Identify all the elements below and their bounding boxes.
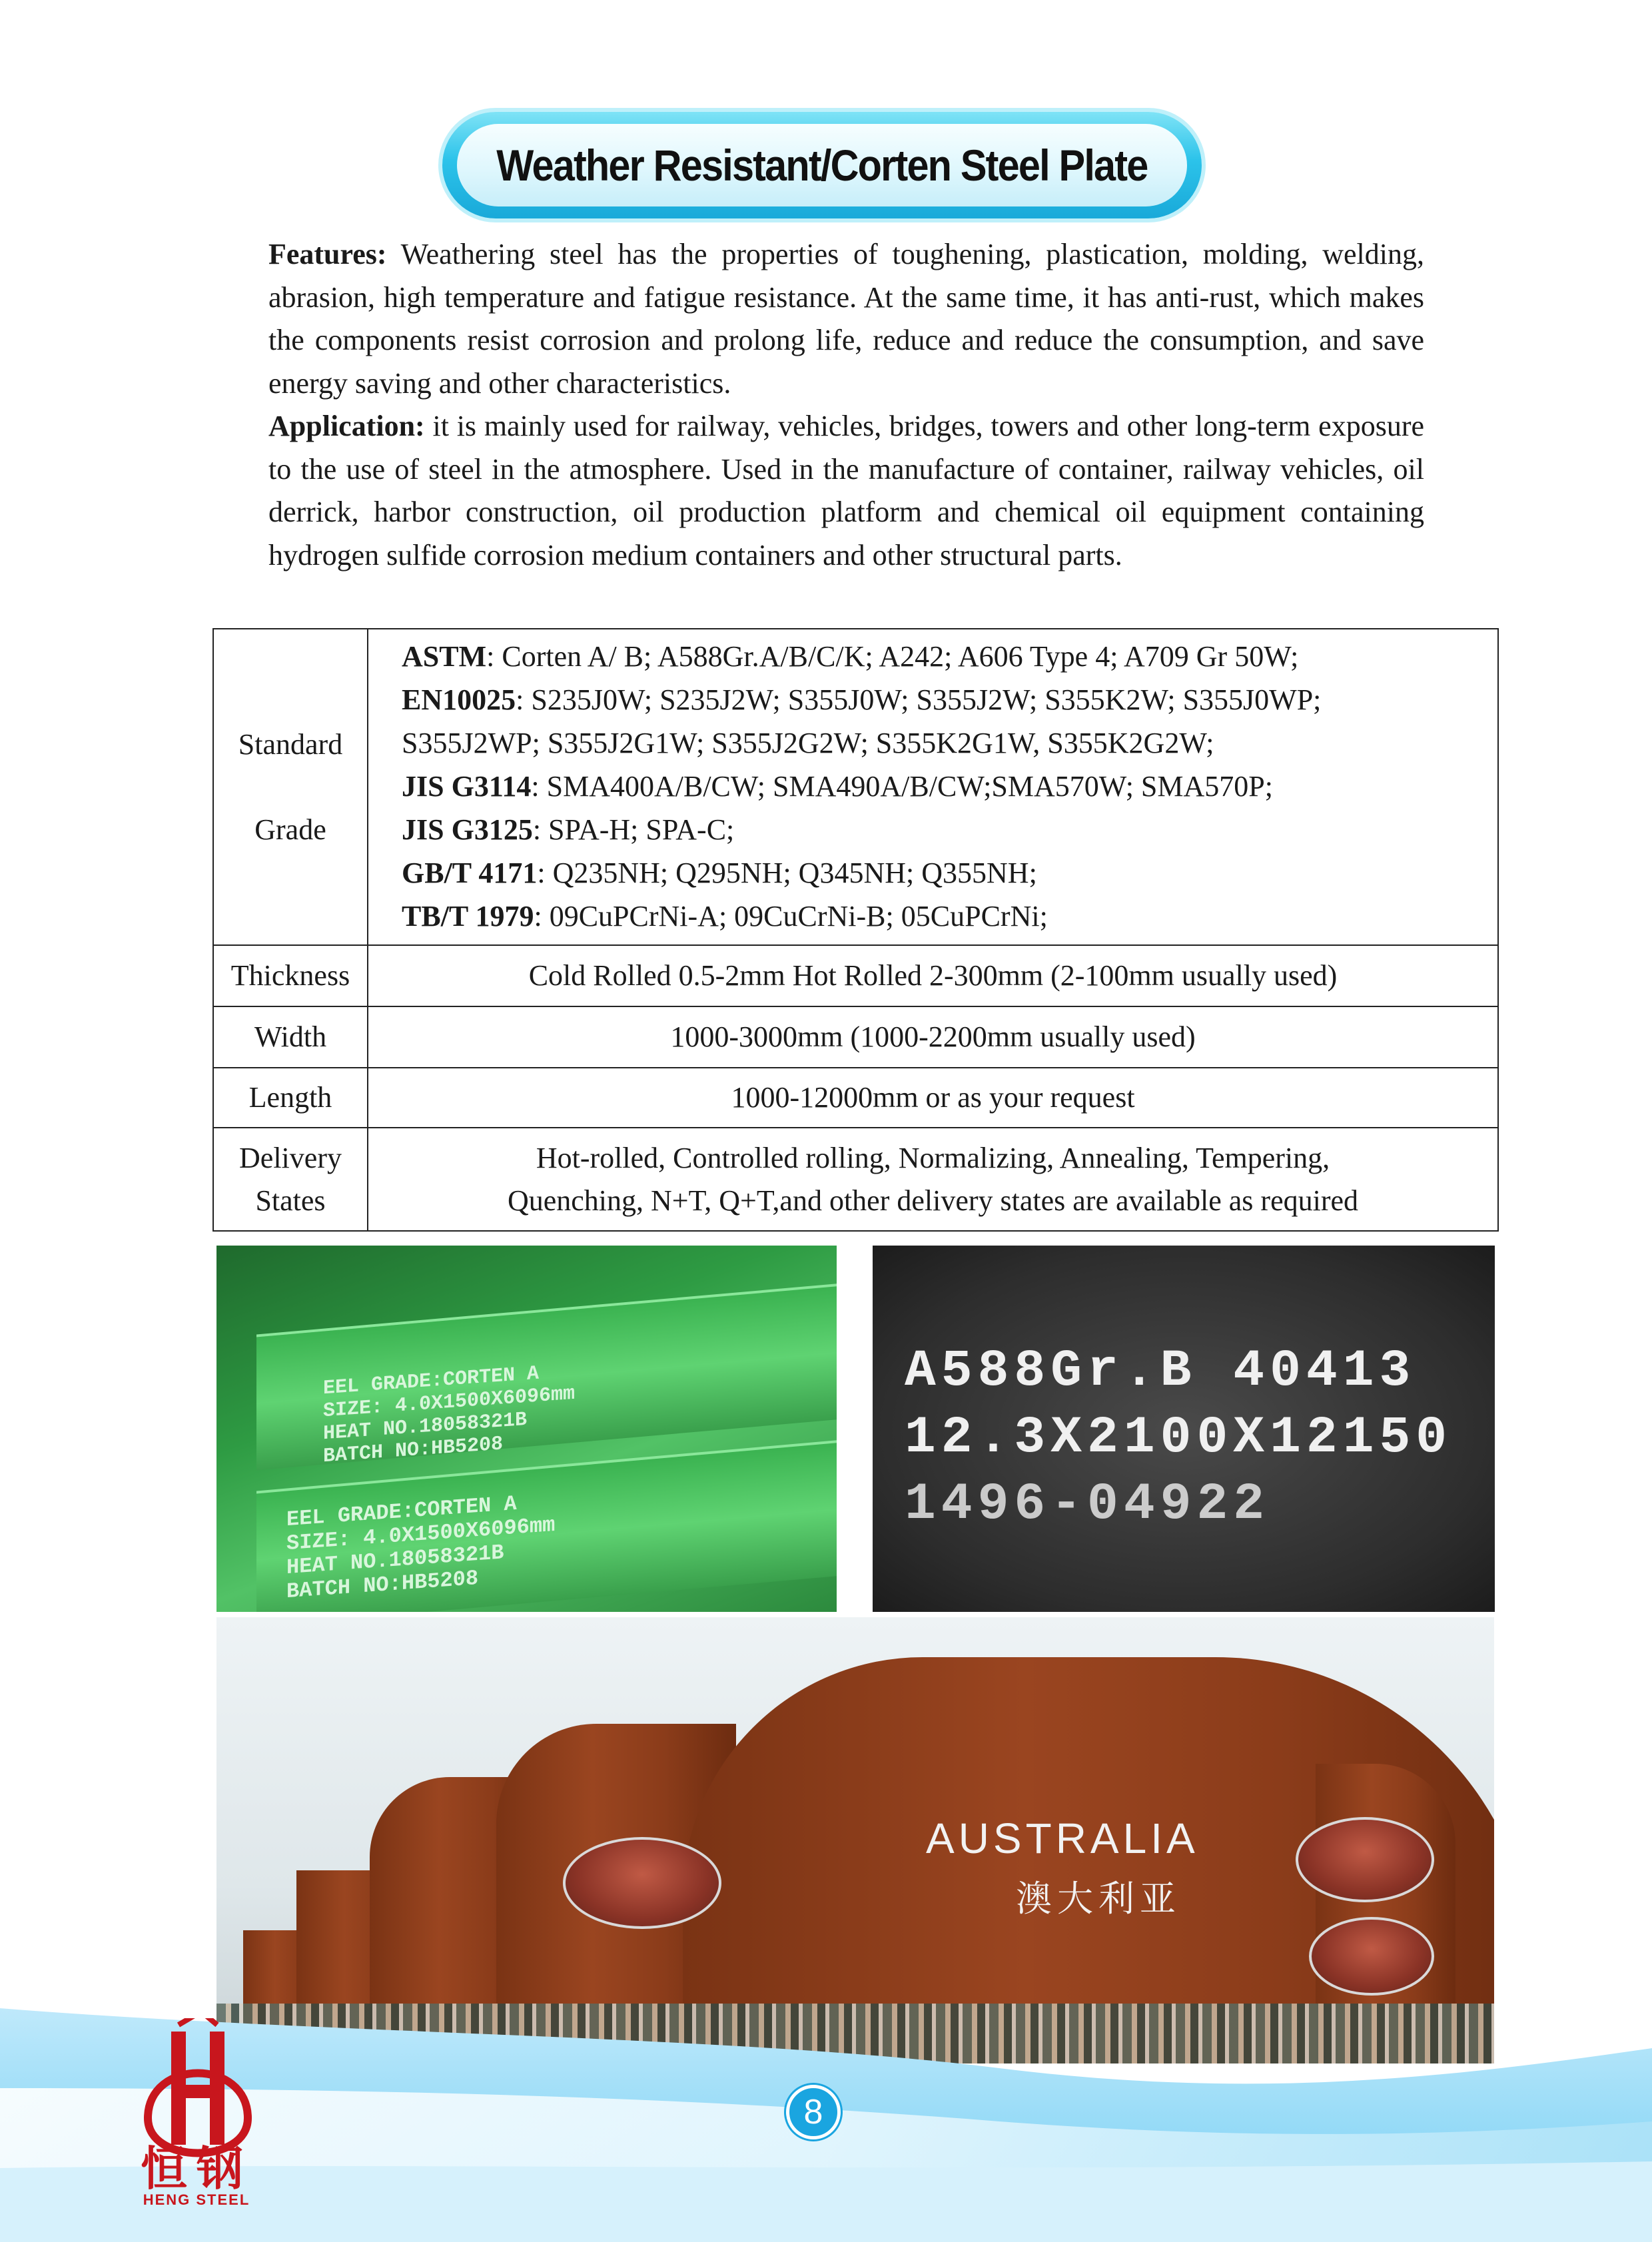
standard-line: [402, 808, 1497, 851]
standard-value: : SPA-H; SPA-C;: [532, 813, 735, 846]
spec-table: [212, 628, 1499, 1232]
page-number: 8: [786, 2085, 841, 2139]
thickness-value: Cold Rolled 0.5-2mm Hot Rolled 2-300mm (2-100mm usually used): [368, 945, 1498, 1006]
features-label: Features:: [268, 238, 387, 270]
standard-name: GB/T 4171: [402, 857, 538, 889]
standards-cell: [368, 629, 1498, 945]
table-row-width: [213, 1006, 1498, 1068]
standard-name: TB/T 1979: [402, 900, 534, 933]
standard-line: [402, 851, 1497, 895]
standard-line: [402, 721, 1497, 765]
standard-grade-cell: [213, 629, 368, 945]
length-label: Length: [213, 1068, 368, 1128]
pavilion-sign-cn: 澳大利亚: [1016, 1878, 1181, 1920]
green-plates-photo: [216, 1246, 837, 1612]
delivery-label-line: Delivery: [239, 1141, 342, 1174]
delivery-label: [213, 1128, 368, 1231]
length-value: 1000-12000mm or as your request: [368, 1068, 1498, 1128]
marking-photo: [873, 1246, 1495, 1612]
table-row-standard: [213, 629, 1498, 945]
marking-line: A588Gr.B 40413: [905, 1342, 1416, 1401]
width-value: 1000-3000mm (1000-2200mm usually used): [368, 1006, 1498, 1068]
logo-text-en: HENG STEEL: [143, 2191, 250, 2208]
standard-line: [402, 678, 1497, 721]
standard-value: : Corten A/ B; A588Gr.A/B/C/K; A242; A606 Type 4; A709 Gr 50W;: [486, 640, 1299, 673]
title-banner-inner: [457, 124, 1187, 206]
standard-name: EN10025: [402, 683, 516, 716]
standard-value: : Q235NH; Q295NH; Q345NH; Q355NH;: [537, 857, 1037, 889]
width-label: Width: [213, 1006, 368, 1068]
application-label: Application:: [268, 410, 425, 442]
pavilion-pod: [563, 1837, 721, 1929]
plate-stamp-text: EEL GRADE:CORTEN A SIZE: 4.0X1500X6096mm HEAT NO.18058321B BATCH NO:HB5208: [323, 1362, 576, 1469]
page-title: Weather Resistant/Corten Steel Plate: [496, 141, 1148, 190]
delivery-value-line: Quenching, N+T, Q+T,and other delivery states are available as required: [507, 1184, 1359, 1217]
standard-value: : S235J0W; S235J2W; S355J0W; S355J2W; S355K2W; S355J0WP;: [516, 683, 1322, 716]
features-paragraph: [268, 233, 1424, 405]
grade-label: Grade: [254, 813, 326, 846]
table-row-delivery: [213, 1128, 1498, 1231]
standard-name: JIS G3114: [402, 770, 532, 803]
table-row-length: [213, 1068, 1498, 1128]
features-text: Weathering steel has the properties of toughening, plastication, molding, welding, abrasion, high temperature and fatigue resistance. At the same time, it has anti-rust, which makes the components resist corrosion and prolong life, reduce and reduce the consumption, and save energy saving and other characteristics.: [268, 238, 1424, 400]
standard-line: [402, 895, 1497, 938]
thickness-label: Thickness: [213, 945, 368, 1006]
table-row-thickness: [213, 945, 1498, 1006]
plate-stamp-text: EEL GRADE:CORTEN A SIZE: 4.0X1500X6096mm HEAT NO.18058321B BATCH NO:HB5208: [286, 1491, 556, 1605]
standard-line: [402, 765, 1497, 808]
delivery-value-line: Hot-rolled, Controlled rolling, Normalizing, Annealing, Tempering,: [536, 1141, 1330, 1174]
marking-line: 1496-04922: [905, 1475, 1270, 1534]
standard-value: : SMA400A/B/CW; SMA490A/B/CW;SMA570W; SMA570P;: [531, 770, 1273, 803]
logo-text-cn: 恒钢: [141, 2141, 252, 2196]
application-text: it is mainly used for railway, vehicles, bridges, towers and other long-term exposure to the use of steel in the atmosphere. Used in the manufacture of container, railway vehicles, oil derrick, harbor construction, oil production platform and chemical oil equipment containing hydrogen sulfide corrosion medium containers and other structural parts.: [268, 410, 1425, 571]
pavilion-sign-en: AUSTRALIA: [926, 1814, 1199, 1862]
delivery-value: [368, 1128, 1498, 1231]
title-banner: [442, 112, 1202, 218]
pavilion-pod: [1309, 1917, 1434, 1996]
application-paragraph: [268, 405, 1424, 577]
pavilion-pod: [1296, 1817, 1434, 1902]
standard-label: Standard: [238, 727, 343, 761]
marking-line: 12.3X2100X12150: [905, 1409, 1453, 1467]
standard-value: S355J2WP; S355J2G1W; S355J2G2W; S355K2G1W, S355K2G2W;: [402, 727, 1214, 759]
intro-section: [268, 233, 1424, 577]
standard-name: ASTM: [402, 640, 487, 673]
standard-line: [402, 635, 1497, 678]
standard-name: JIS G3125: [402, 813, 533, 846]
standard-value: : 09CuPCrNi-A; 09CuCrNi-B; 05CuPCrNi;: [534, 900, 1048, 933]
delivery-label-line: States: [255, 1184, 326, 1217]
